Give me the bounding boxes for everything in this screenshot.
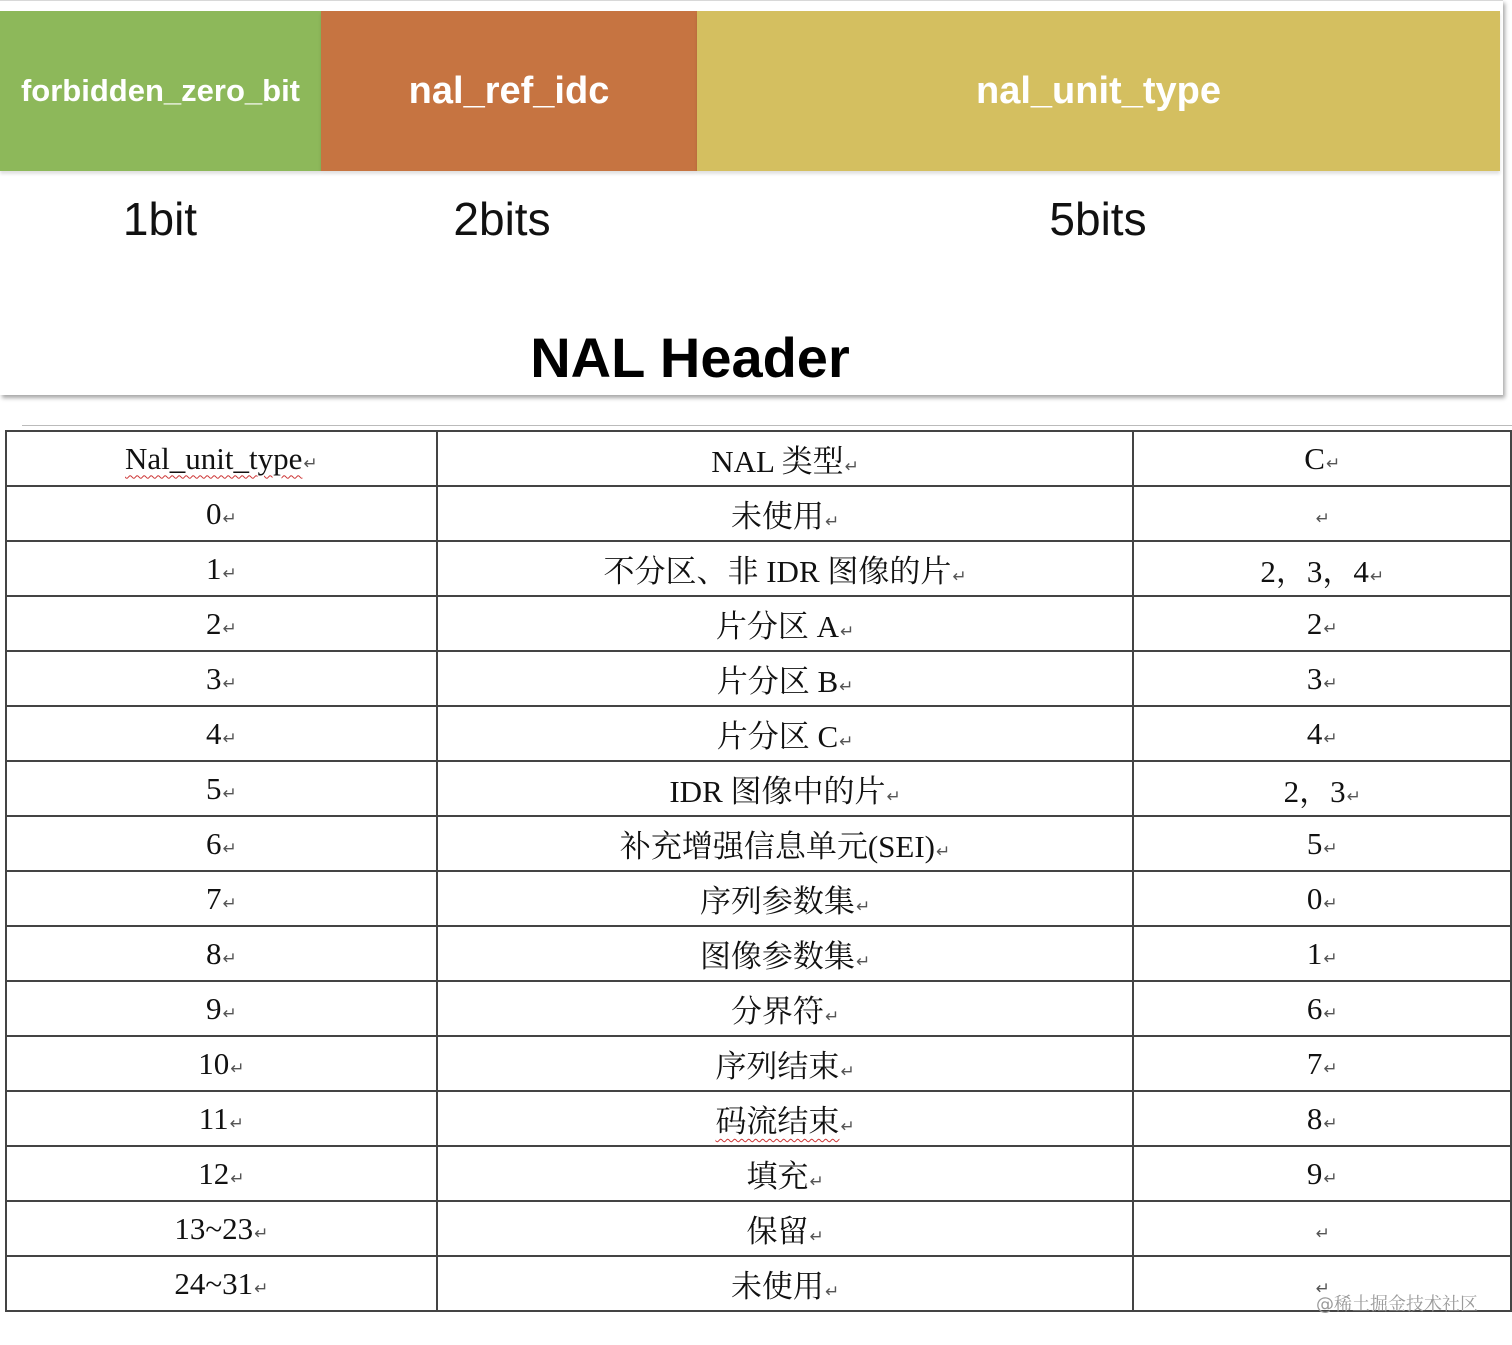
paragraph-mark-icon: ↵ [1323,1168,1338,1188]
table-cell-text: 1 [1306,935,1323,971]
table-cell [6,651,437,706]
paragraph-mark-icon: ↵ [1315,1223,1330,1243]
table-cell [1133,1036,1511,1091]
table-cell-text: 8 [205,935,222,971]
table-cell [6,541,437,596]
table-row [6,706,1511,761]
table-cell [1133,816,1511,871]
paragraph-mark-icon: ↵ [1346,787,1361,806]
paragraph-mark-icon: ↵ [222,838,237,858]
table-cell [1133,706,1511,761]
table-cell [437,926,1134,981]
table-cell [6,816,437,871]
table-cell [437,706,1134,761]
paragraph-mark-icon: ↵ [254,1278,269,1298]
table-cell [437,1146,1134,1201]
table-cell [437,1091,1134,1146]
table-cell [437,816,1134,871]
paragraph-mark-icon: ↵ [303,453,318,473]
table-cell-text: 5 [1306,825,1323,861]
paragraph-mark-icon: ↵ [1315,508,1330,528]
paragraph-mark-icon: ↵ [824,1007,840,1026]
table-row [6,1146,1511,1201]
paragraph-mark-icon: ↵ [229,1113,244,1133]
table-cell [6,926,437,981]
paragraph-mark-icon: ↵ [886,787,901,806]
paragraph-mark-icon: ↵ [254,1223,269,1243]
paragraph-mark-icon: ↵ [222,1003,237,1023]
table-cell [6,871,437,926]
table-cell-text: 补充增强信息单元(SEI) [619,829,936,864]
table-cell-text: 5 [205,770,222,806]
paragraph-mark-icon: ↵ [839,677,854,696]
paragraph-mark-icon: ↵ [1323,618,1338,638]
paragraph-mark-icon: ↵ [222,618,237,638]
table-cell [1133,871,1511,926]
field-forbidden-zero-bit: forbidden_zero_bit [0,11,321,171]
paragraph-mark-icon: ↵ [222,728,237,748]
table-cell-text: 片分区 B [716,664,839,699]
paragraph-mark-icon: ↵ [222,893,237,913]
table-row [6,1091,1511,1146]
table-cell [437,1256,1134,1311]
bits-label-forbidden: 1bit [122,193,198,245]
table-cell [1133,651,1511,706]
paragraph-mark-icon: ↵ [824,1282,840,1301]
table-cell-text: 3 [1306,660,1323,696]
table-header-row [6,431,1511,486]
table-row [6,596,1511,651]
table-cell [437,596,1134,651]
table-cell-text: 图像参数集 [699,939,855,974]
paragraph-mark-icon: ↵ [1323,1113,1338,1133]
table-cell [1133,981,1511,1036]
table-cell [437,1201,1134,1256]
table-row [6,651,1511,706]
paragraph-mark-icon: ↵ [1323,838,1338,858]
table-cell [6,596,437,651]
paragraph-mark-icon: ↵ [230,1058,245,1078]
paragraph-mark-icon: ↵ [855,897,871,916]
table-cell [437,486,1134,541]
table-cell [1133,596,1511,651]
nal-header-diagram [0,0,1503,395]
table-cell [1133,486,1511,541]
table-cell [6,981,437,1036]
table-row [6,1256,1511,1311]
table-cell-text: 未使用 [730,1269,824,1304]
table-cell-text: 0 [205,495,222,531]
table-cell-text: IDR 图像中的片 [669,774,886,809]
paragraph-mark-icon: ↵ [839,732,854,751]
bits-label-unit-type: 5bits [1049,193,1147,245]
table-cell-text: 9 [1306,1155,1323,1191]
table-cell-text: 保留 [746,1214,809,1249]
field-nal-ref-idc: nal_ref_idc [321,11,697,171]
paragraph-mark-icon: ↵ [222,673,237,693]
table-cell-text: 9 [205,990,222,1026]
table-cell [6,1201,437,1256]
table-cell-text: 片分区 C [716,719,839,754]
paragraph-mark-icon: ↵ [1369,567,1385,586]
table-cell [6,761,437,816]
paragraph-mark-icon: ↵ [840,1117,855,1136]
paragraph-mark-icon: ↵ [855,952,871,971]
table-cell [437,761,1134,816]
paragraph-mark-icon: ↵ [809,1172,824,1191]
watermark: @稀土掘金技术社区 [1316,1294,1478,1315]
table-cell [1133,541,1511,596]
table-header-cell-text: Nal_unit_type [125,440,303,476]
paragraph-mark-icon: ↵ [1323,1003,1338,1023]
table-cell [1133,926,1511,981]
nal-unit-type-table [5,430,1512,1312]
table-row [6,981,1511,1036]
table-cell-text: 6 [1306,990,1323,1026]
paragraph-mark-icon: ↵ [844,457,859,476]
table-cell [6,1146,437,1201]
table-cell-text: 7 [1306,1045,1323,1081]
table-cell-text: 3 [205,660,222,696]
table-cell [437,981,1134,1036]
table-header-cell-text: C [1304,440,1325,476]
table-cell-text: 填充 [746,1159,809,1194]
table-cell-text: 码流结束 [715,1104,840,1139]
paragraph-mark-icon: ↵ [824,512,840,531]
table-cell [1133,1146,1511,1201]
paragraph-mark-icon: ↵ [809,1227,824,1246]
table-cell-text: 片分区 A [715,609,839,644]
table-cell [1133,1091,1511,1146]
paragraph-mark-icon: ↵ [222,948,237,968]
table-cell [6,1256,437,1311]
table-cell-text: 6 [205,825,222,861]
paragraph-mark-icon: ↵ [1315,1278,1330,1298]
table-header-cell [1133,431,1511,486]
table-header-cell [6,431,437,486]
table-cell-text: 未使用 [730,499,824,534]
table-row [6,486,1511,541]
paragraph-mark-icon: ↵ [840,1062,855,1081]
table-cell-text: 10 [198,1045,230,1081]
table-cell-text: 4 [1306,715,1323,751]
paragraph-mark-icon: ↵ [1323,673,1338,693]
table-cell-text: 1 [205,550,222,586]
paragraph-mark-icon: ↵ [936,842,951,861]
table-row [6,761,1511,816]
table-cell-text: 序列参数集 [699,884,855,919]
table-cell [437,871,1134,926]
table-cell-text: 13~23 [174,1210,254,1246]
table-cell [6,1091,437,1146]
paragraph-mark-icon: ↵ [1323,728,1338,748]
table-row [6,926,1511,981]
paragraph-mark-icon: ↵ [1323,1058,1338,1078]
table-cell-text: 2 [205,605,222,641]
table-cell-text: 4 [205,715,222,751]
paragraph-mark-icon: ↵ [230,1168,245,1188]
table-cell [1133,761,1511,816]
table-cell-text: 2，3，4 [1260,554,1369,589]
table-row [6,541,1511,596]
table-header-cell-text: NAL 类型 [711,444,844,479]
table-row [6,1036,1511,1091]
paragraph-mark-icon: ↵ [222,783,237,803]
paragraph-mark-icon: ↵ [1323,893,1338,913]
paragraph-mark-icon: ↵ [222,508,237,528]
table-cell-text: 2 [1306,605,1323,641]
table-cell-text: 8 [1306,1100,1323,1136]
table-cell-text: 2，3 [1283,774,1346,809]
table-cell [6,486,437,541]
table-cell-text: 7 [205,880,222,916]
table-row [6,871,1511,926]
table-cell-text: 分界符 [730,994,824,1029]
table-cell [437,1036,1134,1091]
table-cell-text: 序列结束 [715,1049,840,1084]
diagram-title: NAL Header [530,326,850,389]
table-cell [6,706,437,761]
table-cell-text: 不分区、非 IDR 图像的片 [603,554,952,589]
paragraph-mark-icon: ↵ [840,622,855,641]
paragraph-mark-icon: ↵ [222,563,237,583]
table-header-cell [437,431,1134,486]
bits-label-ref-idc: 2bits [453,193,551,245]
table-cell [6,1036,437,1091]
table-cell-text: 11 [198,1100,229,1136]
paragraph-mark-icon: ↵ [1323,948,1338,968]
table-cell-text: 12 [198,1155,230,1191]
table-cell-text: 0 [1306,880,1323,916]
paragraph-mark-icon: ↵ [1325,453,1341,473]
table-row [6,816,1511,871]
table-cell-text: 24~31 [174,1265,254,1301]
table-cell [437,651,1134,706]
table-row [6,1201,1511,1256]
table-cell [437,541,1134,596]
table-cell [1133,1201,1511,1256]
paragraph-mark-icon: ↵ [952,567,967,586]
field-nal-unit-type: nal_unit_type [697,11,1500,171]
table-top-rule [22,425,1512,426]
